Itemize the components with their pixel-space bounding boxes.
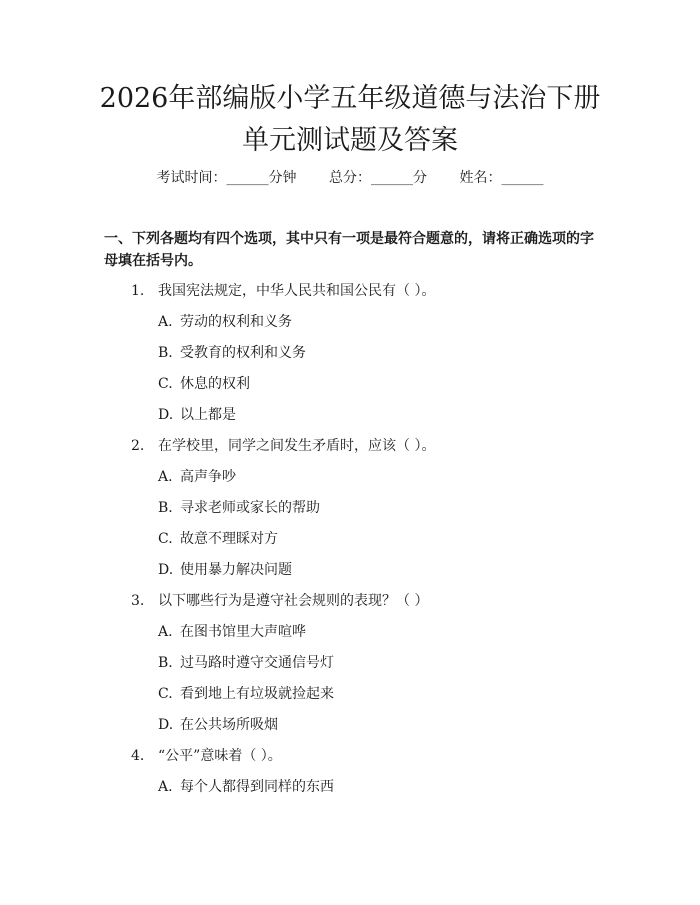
student-name: 姓名：______ bbox=[459, 170, 544, 186]
question-2-option-c bbox=[0, 528, 700, 559]
option-letter: B. bbox=[158, 655, 173, 671]
question-1-option-c bbox=[0, 373, 700, 404]
option-letter: B. bbox=[158, 500, 173, 516]
question-1 bbox=[0, 280, 700, 311]
document-title: 2026年部编版小学五年级道德与法治下册单元测试题及答案 bbox=[99, 83, 601, 156]
question-3-option-d bbox=[0, 714, 700, 745]
option-text: 高声争吵 bbox=[180, 469, 236, 485]
option-text: 休息的权利 bbox=[180, 376, 250, 392]
option-letter: B. bbox=[158, 345, 173, 361]
question-3 bbox=[0, 590, 700, 621]
question-1-option-a bbox=[0, 311, 700, 342]
option-letter: D. bbox=[158, 562, 174, 578]
question-3-option-c bbox=[0, 683, 700, 714]
exam-score: 总分：______分 bbox=[329, 170, 427, 186]
question-text: “公平”意味着（ ）。 bbox=[158, 748, 282, 764]
question-2 bbox=[0, 435, 700, 466]
exam-meta bbox=[0, 168, 700, 188]
option-text: 寻求老师或家长的帮助 bbox=[180, 500, 320, 516]
option-letter: A. bbox=[158, 624, 173, 640]
question-list bbox=[0, 280, 700, 807]
option-text: 受教育的权利和义务 bbox=[180, 345, 306, 361]
question-number: 1. bbox=[131, 283, 145, 299]
option-text: 使用暴力解决问题 bbox=[180, 562, 292, 578]
section-heading: 一、下列各题均有四个选项，其中只有一项是最符合题意的，请将正确选项的字母填在括号内。 bbox=[104, 231, 594, 269]
question-number: 2. bbox=[131, 438, 145, 454]
question-2-option-d bbox=[0, 559, 700, 590]
option-letter: A. bbox=[158, 314, 173, 330]
question-2-option-a bbox=[0, 466, 700, 497]
question-text: 以下哪些行为是遵守社会规则的表现？（ ） bbox=[158, 593, 429, 609]
question-text: 在学校里，同学之间发生矛盾时，应该（ ）。 bbox=[158, 438, 436, 454]
question-number: 3. bbox=[131, 593, 145, 609]
exam-time: 考试时间：______分钟 bbox=[156, 170, 297, 186]
option-text: 过马路时遵守交通信号灯 bbox=[180, 655, 334, 671]
option-letter: D. bbox=[158, 407, 174, 423]
option-letter: C. bbox=[158, 376, 173, 392]
option-text: 劳动的权利和义务 bbox=[180, 314, 292, 330]
option-text: 故意不理睬对方 bbox=[180, 531, 278, 547]
question-3-option-a bbox=[0, 621, 700, 652]
option-text: 在图书馆里大声喧哗 bbox=[180, 624, 306, 640]
option-letter: A. bbox=[158, 469, 173, 485]
option-text: 以上都是 bbox=[180, 407, 236, 423]
option-text: 看到地上有垃圾就捡起来 bbox=[180, 686, 334, 702]
option-text: 每个人都得到同样的东西 bbox=[180, 779, 334, 795]
option-letter: D. bbox=[158, 717, 174, 733]
option-letter: C. bbox=[158, 686, 173, 702]
question-1-option-d bbox=[0, 404, 700, 435]
question-number: 4. bbox=[131, 748, 145, 764]
question-text: 我国宪法规定，中华人民共和国公民有（ ）。 bbox=[158, 283, 436, 299]
question-1-option-b bbox=[0, 342, 700, 373]
question-4-option-a bbox=[0, 776, 700, 807]
question-4 bbox=[0, 745, 700, 776]
option-text: 在公共场所吸烟 bbox=[180, 717, 278, 733]
question-3-option-b bbox=[0, 652, 700, 683]
option-letter: A. bbox=[158, 779, 173, 795]
question-2-option-b bbox=[0, 497, 700, 528]
option-letter: C. bbox=[158, 531, 173, 547]
